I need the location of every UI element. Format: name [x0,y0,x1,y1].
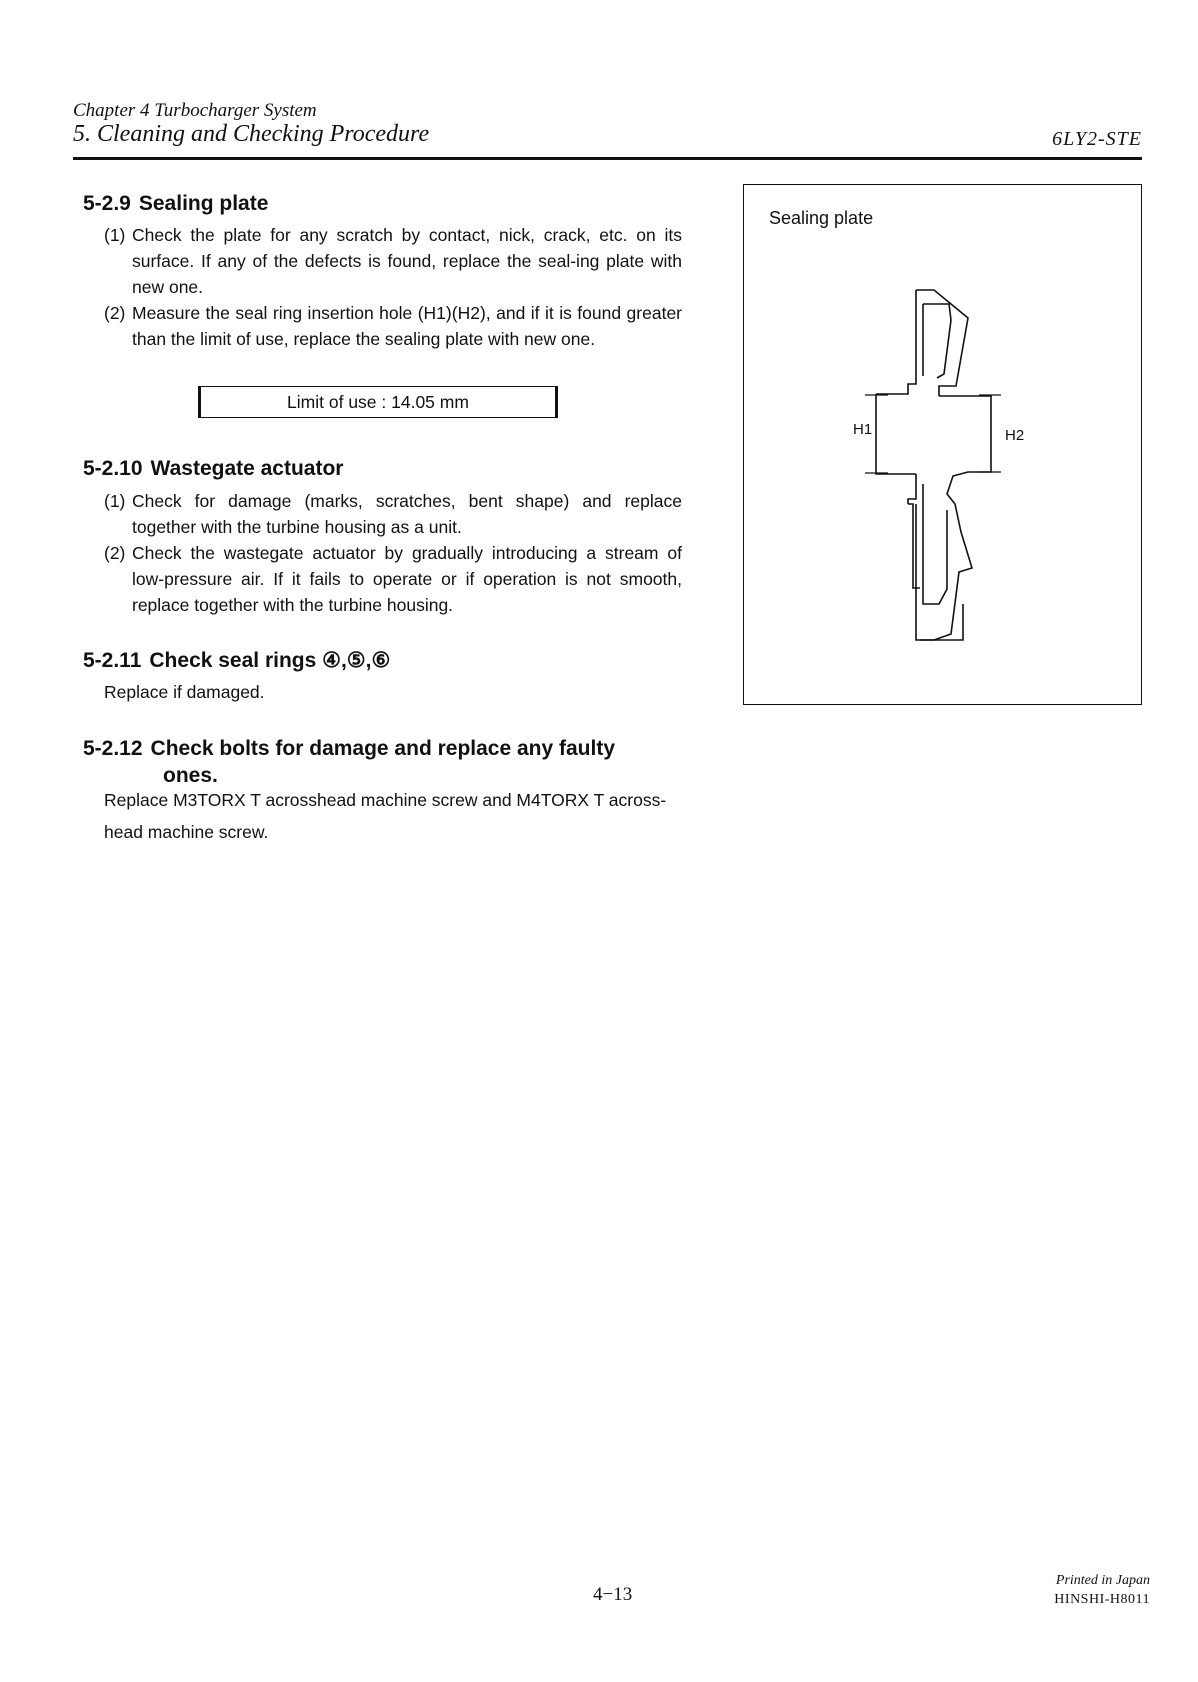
item-label: (1) [104,225,126,245]
section-body: Replace if damaged. [104,682,265,702]
limit-of-use-box: Limit of use : 14.05 mm [198,386,558,418]
section-title: Sealing plate [138,192,269,215]
section-number: 5-2.10 [83,457,143,480]
label-h1: H1 [853,421,873,438]
section-number: 5-2.11 [83,649,142,672]
model-code: 6LY2-STE [1052,128,1142,150]
list-item [104,488,682,540]
list-item [104,540,682,618]
page-number: 4−13 [593,1584,633,1605]
section-title: Wastegate actuator [150,457,344,480]
list-item [104,222,682,300]
item-text: Check for damage (marks, scratches, bent shape) and replace together with the turbine housing as a unit. [132,491,682,537]
section-title: Check seal rings ④,⑤,⑥ [149,649,391,672]
section-title: Check bolts for damage and replace any faulty [150,737,616,760]
section-5-2-9-heading [83,192,268,216]
section-number: 5-2.12 [83,737,143,760]
lower-groove [923,484,947,604]
item-label: (2) [104,303,126,323]
label-h2: H2 [1005,427,1025,444]
sealing-plate-diagram [743,184,1140,703]
chapter-heading: Chapter 4 Turbocharger System [73,100,317,121]
lower-step-left [908,474,916,504]
upper-groove [923,304,951,378]
lower-inner [908,504,920,588]
hub-right-edge [939,396,991,472]
header-rule [73,157,1142,160]
item-text: Measure the seal ring insertion hole (H1)(H2), and if it is found greater than the limit of use, replace the sealing plate with new one. [132,303,682,349]
hub-left-edge [876,394,916,474]
upper-profile-inner [876,290,916,394]
item-label: (2) [104,543,126,563]
item-text: Check the plate for any scratch by contact, nick, crack, etc. on its surface. If any of the defects is found, replace the seal-ing plate with new one. [132,225,682,297]
lower-profile-outer [920,472,972,640]
document-code: HINSHI-H8011 [1054,1592,1150,1607]
item-label: (1) [104,491,126,511]
section-5-2-11-heading [83,648,390,673]
item-text: Check the wastegate actuator by gradually introducing a stream of low-pressure air. If it fails to operate or if operation is not smooth, replace together with the turbine housing. [132,543,682,615]
section-heading: 5. Cleaning and Checking Procedure [73,121,430,147]
section-body: Replace M3TORX T acrosshead machine screw and M4TORX T across-head machine screw. [104,790,667,842]
section-5-2-12-heading [83,735,683,789]
section-title-line2: ones. [163,764,218,787]
section-number: 5-2.9 [83,192,131,215]
figure-title: Sealing plate [769,208,874,228]
printed-in: Printed in Japan [1055,1573,1150,1588]
list-item [104,300,682,352]
section-5-2-10-heading [83,457,343,481]
